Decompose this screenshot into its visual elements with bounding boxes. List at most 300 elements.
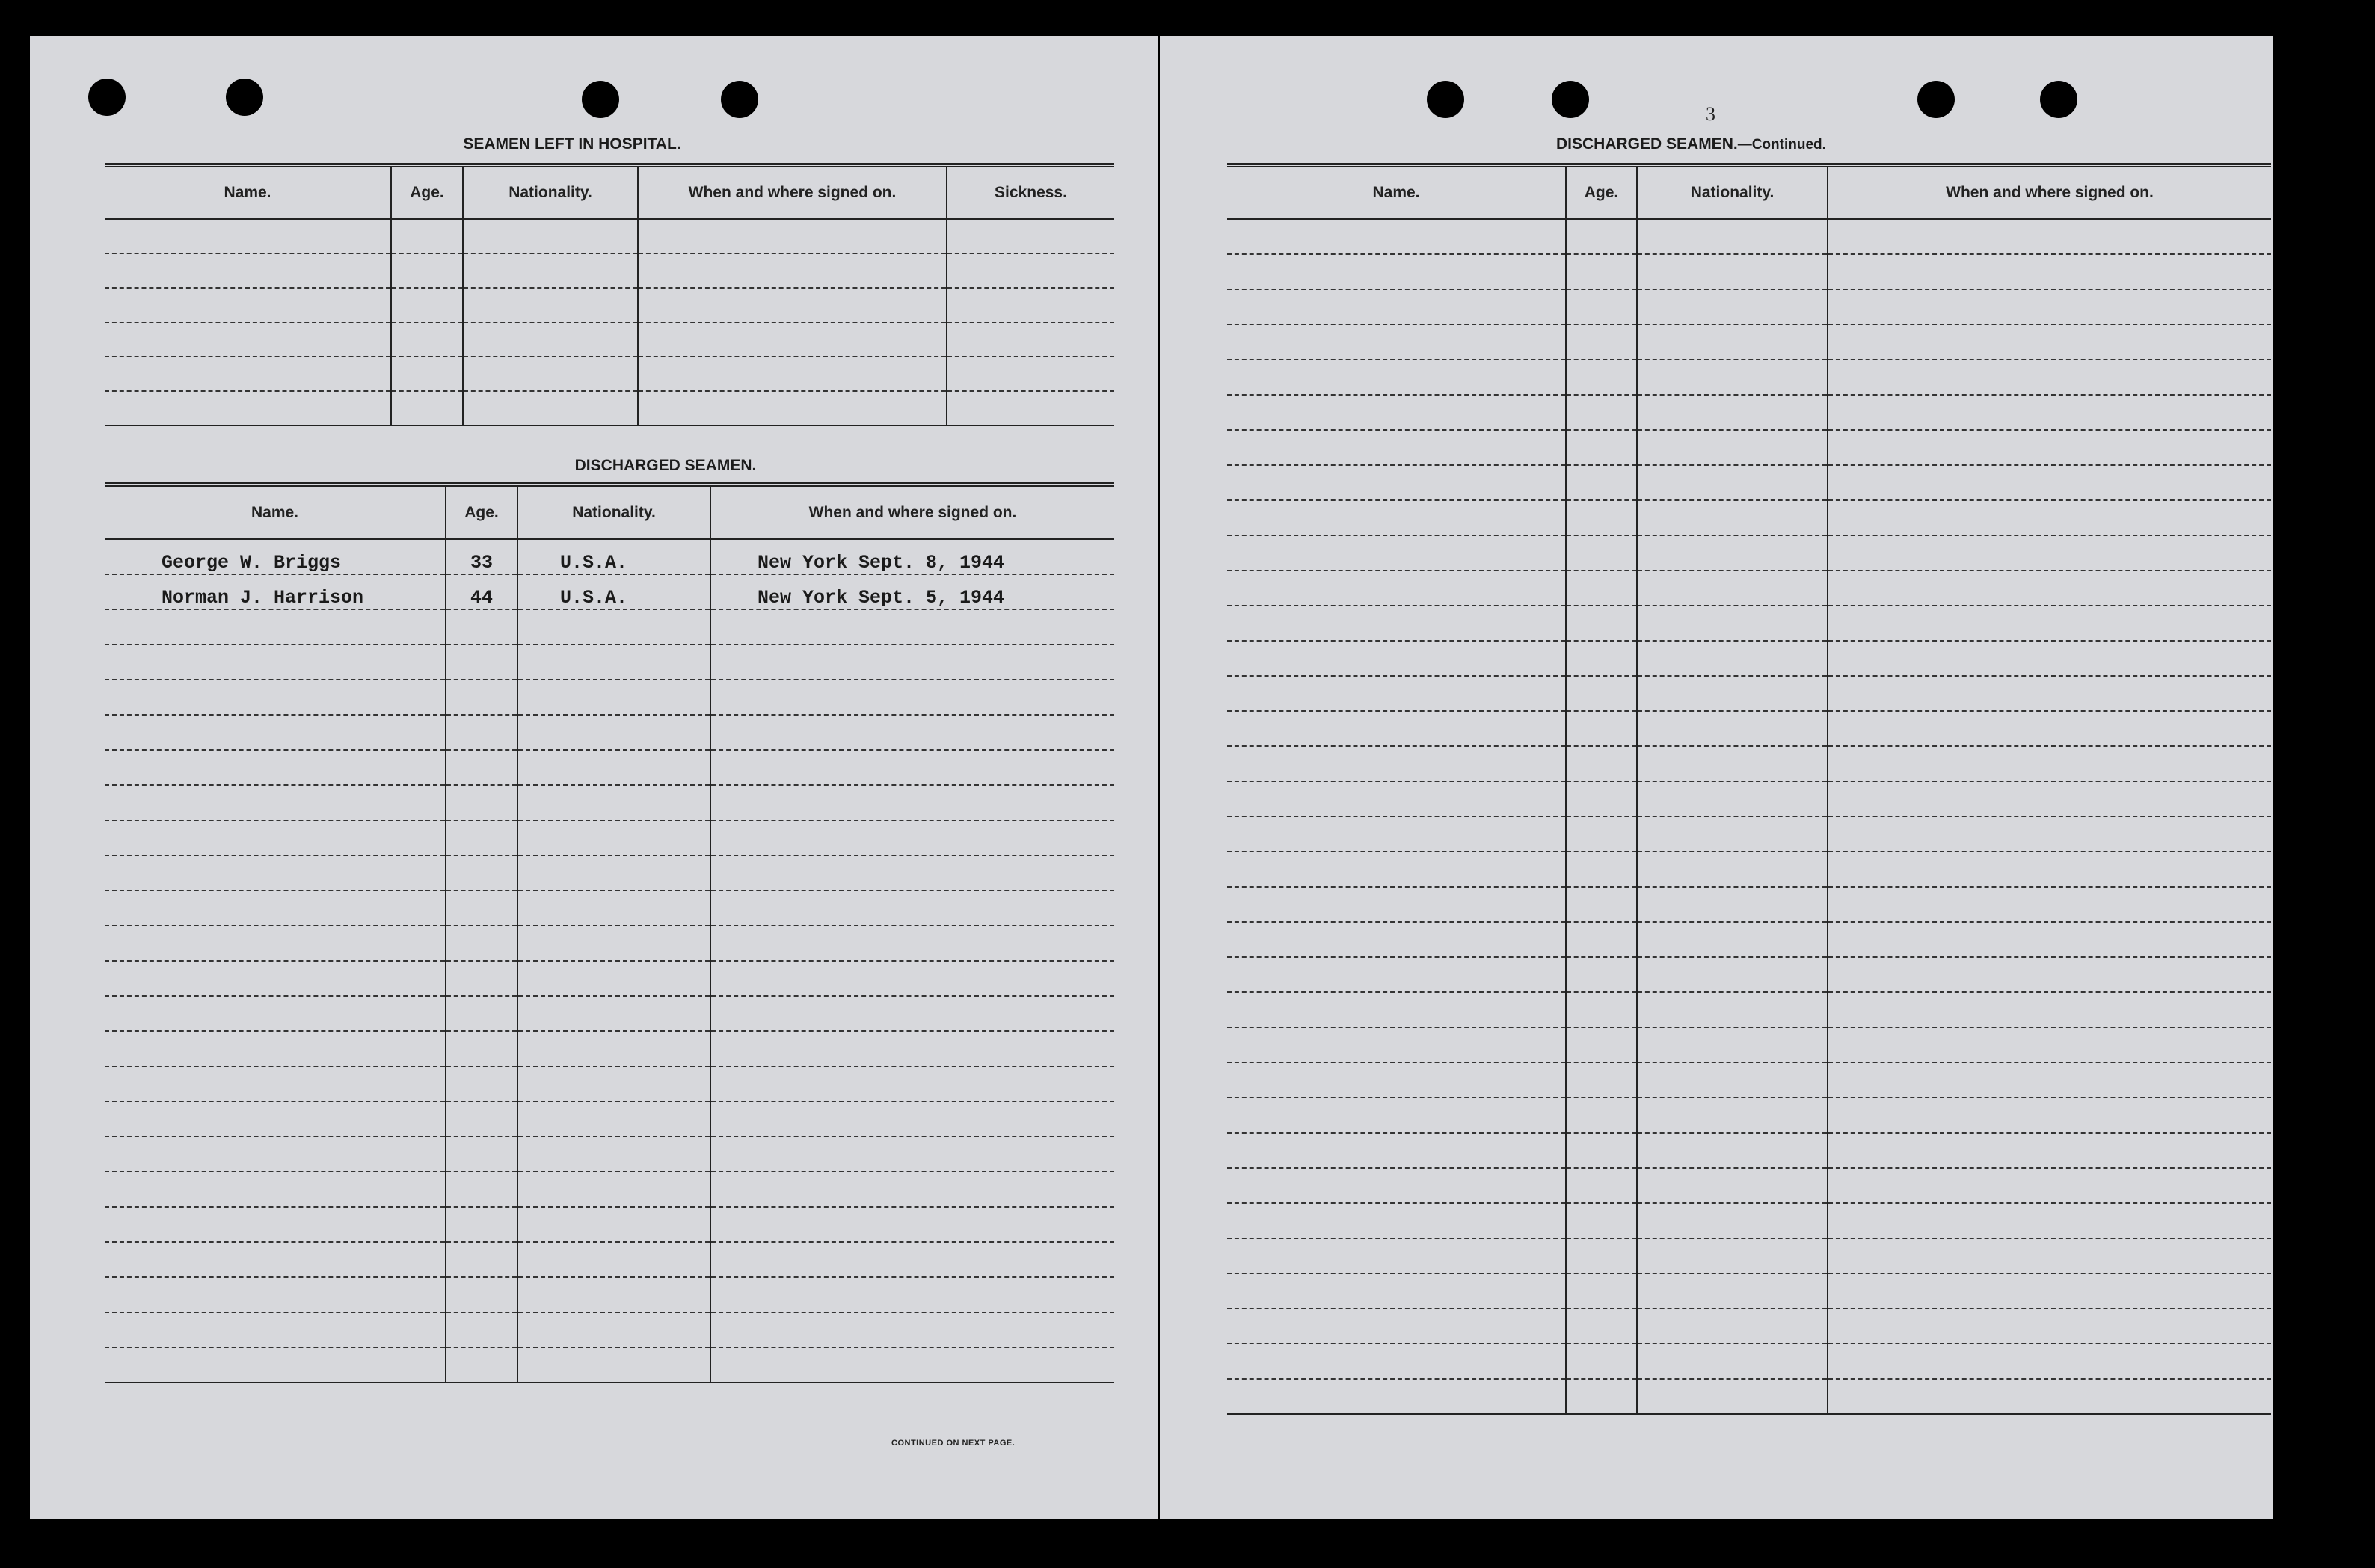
cell-when-and-where-signed-on	[710, 1031, 1114, 1066]
cell-age	[1566, 606, 1637, 641]
cell-name	[105, 1207, 446, 1242]
table-row	[1227, 852, 2271, 887]
cell-age	[446, 609, 517, 645]
cell-when-and-where-signed-on	[1828, 535, 2271, 571]
cell-age	[446, 996, 517, 1031]
cell-nationality	[517, 1101, 710, 1137]
cell-nationality	[517, 750, 710, 785]
table-row	[1227, 1063, 2271, 1098]
table-row	[1227, 606, 2271, 641]
table-row	[1227, 395, 2271, 430]
table-row	[1227, 219, 2271, 254]
cell-nationality	[1637, 606, 1828, 641]
table-row	[1227, 360, 2271, 395]
table-row	[1227, 1309, 2271, 1344]
table-row	[1227, 325, 2271, 360]
cell-nationality	[463, 391, 638, 425]
cell-sickness	[947, 322, 1114, 357]
cell-nationality	[1637, 254, 1828, 289]
cell-age: 44	[446, 574, 517, 609]
cell-when-and-where-signed-on	[638, 322, 947, 357]
discharged-continued-title	[1556, 135, 1826, 153]
table-row	[1227, 1344, 2271, 1379]
cell-name: Norman J. Harrison	[105, 574, 446, 609]
cell-when-and-where-signed-on	[1828, 500, 2271, 535]
cell-when-and-where-signed-on	[1828, 1238, 2271, 1273]
cell-name	[1227, 465, 1566, 500]
cell-age	[446, 785, 517, 820]
cell-age	[1566, 746, 1637, 781]
cell-name	[1227, 957, 1566, 992]
cell-sickness	[947, 219, 1114, 253]
column-header-name: Name.	[105, 485, 446, 539]
cell-nationality	[1637, 781, 1828, 817]
table-row	[1227, 465, 2271, 500]
cell-when-and-where-signed-on	[1828, 219, 2271, 254]
cell-nationality	[1637, 1133, 1828, 1168]
cell-nationality	[1637, 1203, 1828, 1238]
cell-age	[1566, 289, 1637, 325]
cell-age	[391, 288, 463, 322]
cell-when-and-where-signed-on	[638, 288, 947, 322]
cell-nationality	[1637, 430, 1828, 465]
cell-when-and-where-signed-on	[1828, 360, 2271, 395]
cell-age	[1566, 430, 1637, 465]
cell-nationality	[1637, 641, 1828, 676]
table-row	[105, 1101, 1114, 1137]
cell-when-and-where-signed-on	[710, 891, 1114, 926]
hospital-table	[105, 163, 1114, 426]
cell-when-and-where-signed-on	[1828, 957, 2271, 992]
cell-name	[105, 357, 391, 391]
cell-nationality	[1637, 1344, 1828, 1379]
cell-name	[105, 1242, 446, 1277]
table-row	[105, 996, 1114, 1031]
cell-age	[1566, 465, 1637, 500]
column-header-age: Age.	[446, 485, 517, 539]
column-header-nationality: Nationality.	[1637, 165, 1828, 219]
cell-nationality	[463, 288, 638, 322]
cell-nationality	[1637, 360, 1828, 395]
cell-age	[1566, 817, 1637, 852]
cell-name	[1227, 641, 1566, 676]
cell-name	[1227, 571, 1566, 606]
cell-name	[105, 1137, 446, 1172]
cell-name	[1227, 500, 1566, 535]
cell-nationality	[463, 357, 638, 391]
table-row	[105, 1031, 1114, 1066]
cell-nationality	[517, 1277, 710, 1312]
cell-nationality	[1637, 992, 1828, 1027]
column-header-nationality: Nationality.	[517, 485, 710, 539]
cell-when-and-where-signed-on	[1828, 641, 2271, 676]
cell-when-and-where-signed-on	[1828, 711, 2271, 746]
cell-age	[1566, 1379, 1637, 1414]
cell-when-and-where-signed-on	[710, 1066, 1114, 1101]
cell-when-and-where-signed-on	[1828, 289, 2271, 325]
cell-name	[1227, 254, 1566, 289]
cell-name	[105, 1347, 446, 1383]
table-row	[105, 322, 1114, 357]
cell-nationality	[1637, 1238, 1828, 1273]
cell-nationality	[1637, 817, 1828, 852]
cell-nationality	[517, 1242, 710, 1277]
cell-when-and-where-signed-on	[710, 750, 1114, 785]
cell-age	[1566, 957, 1637, 992]
cell-nationality	[1637, 219, 1828, 254]
cell-when-and-where-signed-on	[710, 715, 1114, 750]
punch-hole	[2040, 81, 2077, 118]
cell-name	[1227, 922, 1566, 957]
table-row	[105, 1207, 1114, 1242]
cell-age	[1566, 1273, 1637, 1309]
cell-age	[446, 680, 517, 715]
table-row	[1227, 1379, 2271, 1414]
cell-name	[105, 253, 391, 288]
discharged-table	[105, 482, 1114, 1383]
cell-name	[105, 288, 391, 322]
cell-when-and-where-signed-on	[1828, 887, 2271, 922]
cell-name	[1227, 535, 1566, 571]
cell-name	[105, 715, 446, 750]
cell-when-and-where-signed-on	[638, 357, 947, 391]
cell-when-and-where-signed-on	[1828, 606, 2271, 641]
cell-age	[391, 357, 463, 391]
cell-nationality	[463, 253, 638, 288]
cell-nationality	[1637, 1168, 1828, 1203]
cell-name	[1227, 992, 1566, 1027]
table-row	[105, 926, 1114, 961]
table-row	[105, 574, 1114, 609]
cell-nationality	[517, 820, 710, 855]
table-row	[105, 1277, 1114, 1312]
cell-nationality	[517, 1031, 710, 1066]
cell-age	[446, 1242, 517, 1277]
cell-name	[105, 645, 446, 680]
cell-age	[391, 219, 463, 253]
table-row	[105, 785, 1114, 820]
cell-age	[1566, 1133, 1637, 1168]
column-header-name: Name.	[1227, 165, 1566, 219]
cell-nationality	[517, 1207, 710, 1242]
cell-nationality	[517, 1172, 710, 1207]
cell-age	[391, 322, 463, 357]
cell-name	[105, 926, 446, 961]
cell-name	[1227, 1238, 1566, 1273]
cell-when-and-where-signed-on	[710, 1172, 1114, 1207]
cell-name	[1227, 1203, 1566, 1238]
cell-age	[1566, 641, 1637, 676]
cell-nationality	[517, 961, 710, 996]
cell-age	[1566, 1098, 1637, 1133]
cell-nationality	[1637, 887, 1828, 922]
table-row	[1227, 676, 2271, 711]
column-header-sickness: Sickness.	[947, 165, 1114, 219]
cell-name	[1227, 1309, 1566, 1344]
cell-name	[105, 996, 446, 1031]
cell-name	[1227, 289, 1566, 325]
cell-when-and-where-signed-on	[710, 855, 1114, 891]
cell-sickness	[947, 288, 1114, 322]
cell-age	[391, 253, 463, 288]
cell-nationality	[463, 322, 638, 357]
table-row	[105, 645, 1114, 680]
cell-name	[1227, 711, 1566, 746]
cell-when-and-where-signed-on	[1828, 395, 2271, 430]
cell-age	[1566, 1063, 1637, 1098]
cell-name	[105, 785, 446, 820]
cell-name	[1227, 360, 1566, 395]
cell-name	[1227, 852, 1566, 887]
cell-sickness	[947, 357, 1114, 391]
table-row	[105, 357, 1114, 391]
cell-age	[1566, 676, 1637, 711]
table-row	[1227, 254, 2271, 289]
column-header-age: Age.	[1566, 165, 1637, 219]
cell-when-and-where-signed-on	[710, 609, 1114, 645]
cell-when-and-where-signed-on	[1828, 1063, 2271, 1098]
cell-age	[1566, 887, 1637, 922]
cell-when-and-where-signed-on	[1828, 1027, 2271, 1063]
cell-nationality	[463, 219, 638, 253]
table-row	[105, 680, 1114, 715]
table-row	[105, 855, 1114, 891]
cell-age	[1566, 711, 1637, 746]
cell-nationality	[517, 1137, 710, 1172]
cell-name	[1227, 887, 1566, 922]
cell-when-and-where-signed-on	[1828, 1309, 2271, 1344]
punch-hole	[1552, 81, 1589, 118]
cell-age	[1566, 395, 1637, 430]
table-row	[1227, 781, 2271, 817]
cell-age	[1566, 219, 1637, 254]
cell-nationality	[1637, 1379, 1828, 1414]
table-row	[1227, 1133, 2271, 1168]
cell-when-and-where-signed-on	[710, 1277, 1114, 1312]
cell-nationality	[1637, 535, 1828, 571]
cell-nationality	[517, 891, 710, 926]
table-row	[105, 820, 1114, 855]
discharged-continued-table	[1227, 163, 2271, 1415]
cell-nationality	[1637, 676, 1828, 711]
cell-name	[105, 961, 446, 996]
table-row	[105, 1312, 1114, 1347]
cell-name	[105, 855, 446, 891]
cell-when-and-where-signed-on	[1828, 1273, 2271, 1309]
cell-nationality	[1637, 711, 1828, 746]
cell-when-and-where-signed-on	[1828, 746, 2271, 781]
cell-name	[105, 1277, 446, 1312]
cell-age	[446, 1101, 517, 1137]
discharged-continued-title-suffix: —Continued.	[1737, 137, 1826, 153]
cell-name	[1227, 1063, 1566, 1098]
cell-name	[1227, 746, 1566, 781]
table-row	[1227, 430, 2271, 465]
cell-when-and-where-signed-on	[710, 1312, 1114, 1347]
cell-name	[1227, 817, 1566, 852]
cell-age	[1566, 1344, 1637, 1379]
cell-name	[105, 1066, 446, 1101]
cell-age	[391, 391, 463, 425]
page-number: 3	[1706, 103, 1715, 125]
table-row	[1227, 1238, 2271, 1273]
cell-when-and-where-signed-on	[1828, 817, 2271, 852]
cell-age	[446, 1312, 517, 1347]
cell-age	[1566, 500, 1637, 535]
cell-name	[105, 680, 446, 715]
cell-age	[1566, 1027, 1637, 1063]
cell-age	[446, 1347, 517, 1383]
table-row	[1227, 289, 2271, 325]
cell-when-and-where-signed-on	[1828, 1098, 2271, 1133]
table-row	[1227, 992, 2271, 1027]
column-header-when-and-where-signed-on: When and where signed on.	[638, 165, 947, 219]
cell-name	[1227, 1344, 1566, 1379]
cell-age	[1566, 254, 1637, 289]
cell-age	[446, 820, 517, 855]
cell-when-and-where-signed-on	[710, 1347, 1114, 1383]
cell-name	[1227, 1379, 1566, 1414]
cell-when-and-where-signed-on	[710, 1101, 1114, 1137]
cell-nationality	[1637, 500, 1828, 535]
cell-when-and-where-signed-on	[1828, 430, 2271, 465]
cell-when-and-where-signed-on	[638, 253, 947, 288]
cell-name	[105, 1312, 446, 1347]
cell-when-and-where-signed-on	[638, 219, 947, 253]
cell-age	[446, 1277, 517, 1312]
discharged-continued-title-main: DISCHARGED SEAMEN.	[1556, 135, 1738, 153]
table-row	[105, 219, 1114, 253]
cell-name	[105, 219, 391, 253]
cell-nationality	[1637, 325, 1828, 360]
continued-note: CONTINUED ON NEXT PAGE.	[891, 1439, 1016, 1448]
cell-when-and-where-signed-on	[1828, 1379, 2271, 1414]
column-header-when-and-where-signed-on: When and where signed on.	[1828, 165, 2271, 219]
table-row	[1227, 1027, 2271, 1063]
cell-age	[446, 1137, 517, 1172]
cell-when-and-where-signed-on	[1828, 852, 2271, 887]
cell-nationality	[517, 1347, 710, 1383]
table-row	[105, 1066, 1114, 1101]
cell-nationality	[517, 926, 710, 961]
cell-age	[446, 926, 517, 961]
cell-age	[1566, 325, 1637, 360]
cell-age	[1566, 992, 1637, 1027]
cell-nationality	[1637, 465, 1828, 500]
cell-name	[1227, 1273, 1566, 1309]
cell-nationality	[1637, 746, 1828, 781]
table-row	[1227, 711, 2271, 746]
column-header-nationality: Nationality.	[463, 165, 638, 219]
table-row	[1227, 1273, 2271, 1309]
cell-name	[1227, 395, 1566, 430]
punch-hole	[88, 79, 126, 116]
cell-age	[1566, 1203, 1637, 1238]
cell-name	[1227, 781, 1566, 817]
table-row	[105, 961, 1114, 996]
cell-age	[1566, 1309, 1637, 1344]
cell-when-and-where-signed-on	[710, 680, 1114, 715]
cell-when-and-where-signed-on	[710, 1137, 1114, 1172]
cell-nationality	[1637, 1273, 1828, 1309]
cell-name	[1227, 1098, 1566, 1133]
table-row	[1227, 1203, 2271, 1238]
cell-age	[446, 1172, 517, 1207]
cell-age	[1566, 535, 1637, 571]
cell-when-and-where-signed-on	[638, 391, 947, 425]
cell-name	[1227, 1027, 1566, 1063]
cell-nationality	[1637, 571, 1828, 606]
table-row	[1227, 817, 2271, 852]
table-row	[105, 288, 1114, 322]
cell-name: George W. Briggs	[105, 539, 446, 574]
cell-age	[1566, 571, 1637, 606]
cell-when-and-where-signed-on	[1828, 465, 2271, 500]
cell-nationality: U.S.A.	[517, 574, 710, 609]
cell-name	[1227, 219, 1566, 254]
cell-name	[105, 1031, 446, 1066]
cell-nationality	[1637, 922, 1828, 957]
table-row	[1227, 1098, 2271, 1133]
table-row	[1227, 957, 2271, 992]
cell-age	[446, 891, 517, 926]
cell-age	[1566, 1168, 1637, 1203]
punch-hole	[1427, 81, 1464, 118]
cell-name	[105, 391, 391, 425]
cell-nationality	[1637, 852, 1828, 887]
cell-when-and-where-signed-on	[1828, 922, 2271, 957]
table-row	[105, 1172, 1114, 1207]
cell-age	[446, 1207, 517, 1242]
cell-nationality	[517, 680, 710, 715]
column-header-when-and-where-signed-on: When and where signed on.	[710, 485, 1114, 539]
cell-age	[446, 645, 517, 680]
punch-hole	[226, 79, 263, 116]
cell-age	[1566, 781, 1637, 817]
table-row	[105, 539, 1114, 574]
cell-name	[105, 322, 391, 357]
table-row	[1227, 922, 2271, 957]
table-row	[105, 1137, 1114, 1172]
table-row	[105, 609, 1114, 645]
table-row	[105, 750, 1114, 785]
cell-nationality	[1637, 395, 1828, 430]
left-page	[30, 36, 1158, 1519]
cell-nationality	[517, 855, 710, 891]
table-row	[1227, 535, 2271, 571]
cell-when-and-where-signed-on	[710, 785, 1114, 820]
table-row	[1227, 887, 2271, 922]
cell-name	[105, 1172, 446, 1207]
cell-when-and-where-signed-on	[1828, 325, 2271, 360]
cell-when-and-where-signed-on	[710, 1207, 1114, 1242]
cell-nationality	[517, 996, 710, 1031]
cell-name	[105, 750, 446, 785]
cell-age	[446, 961, 517, 996]
table-row	[1227, 641, 2271, 676]
cell-name	[105, 820, 446, 855]
cell-when-and-where-signed-on	[1828, 254, 2271, 289]
cell-name	[1227, 1133, 1566, 1168]
cell-age	[446, 750, 517, 785]
cell-name	[1227, 1168, 1566, 1203]
cell-sickness	[947, 391, 1114, 425]
table-row	[105, 391, 1114, 425]
cell-nationality	[517, 1312, 710, 1347]
cell-name	[1227, 676, 1566, 711]
cell-age	[1566, 1238, 1637, 1273]
cell-age	[446, 855, 517, 891]
